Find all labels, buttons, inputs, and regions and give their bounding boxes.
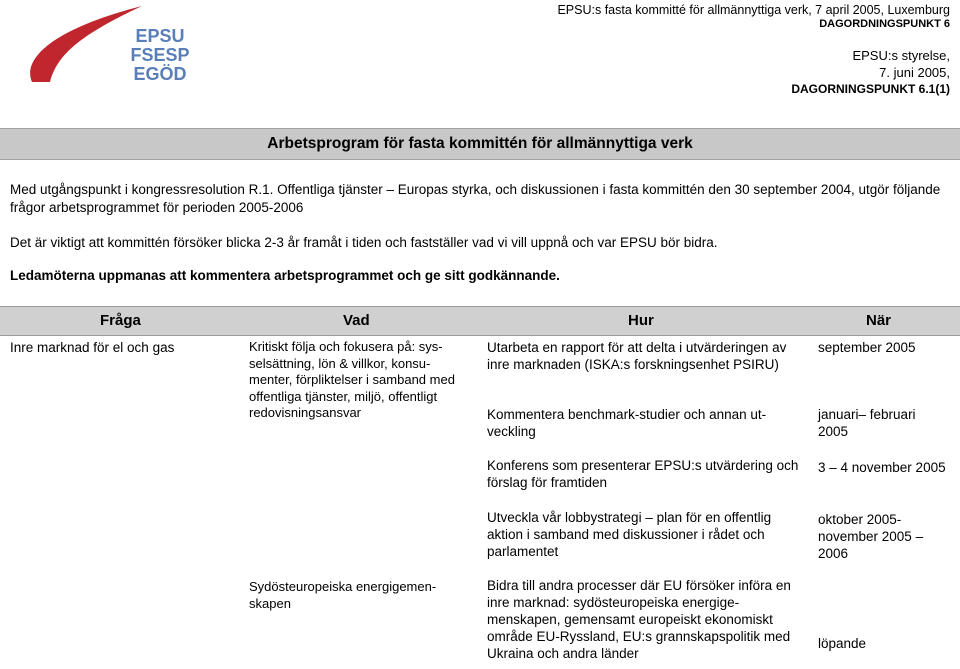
cell-hur-4: Utveckla vår lobbystrategi – plan för en offentlig aktion i samband med diskussioner i rådet och parlamentet bbox=[487, 510, 772, 559]
cell-hur-1: Utarbeta en rapport för att delta i utvärderingen av inre marknaden (ISKA:s forskningsenhet PSIRU) bbox=[487, 340, 787, 372]
header-board-block bbox=[791, 47, 950, 98]
column-header-hur: Hur bbox=[628, 312, 654, 329]
intro-paragraph-2: Det är viktigt att kommittén försöker blicka 2-3 år framåt i tiden och fastställer vad vi vill uppnå och var EPSU bör bidra. bbox=[10, 235, 718, 250]
cell-hur-3: Konferens som presenterar EPSU:s utvärdering och förslag för framtiden bbox=[487, 458, 799, 490]
cell-nar-3: 3 – 4 november 2005 bbox=[818, 460, 946, 475]
cell-nar-5: löpande bbox=[818, 636, 867, 651]
logo-text-egod: EGÖD bbox=[133, 64, 187, 84]
title-bar bbox=[0, 128, 960, 160]
epsu-logo bbox=[12, 4, 212, 94]
logo-swoosh bbox=[30, 6, 142, 82]
cell-nar-4: oktober 2005-november 2005 – 2006 bbox=[818, 512, 924, 561]
intro-paragraph-3: Ledamöterna uppmanas att kommentera arbetsprogrammet och ge sitt godkännande. bbox=[10, 268, 560, 283]
logo-text-fsesp: FSESP bbox=[130, 45, 190, 65]
logo-text-epsu: EPSU bbox=[135, 26, 185, 46]
cell-hur-5: Bidra till andra processer där EU försöker införa en inre marknad: sydösteuropeiska energige-menskapen, gemensamt europeiskt ekonomiskt område EU-Ryssland, EU:s grannskapspolitik med Ukraina och andra länder bbox=[487, 578, 791, 661]
header-date: 7. juni 2005, bbox=[879, 65, 950, 80]
cell-fraga-1: Inre marknad för el och gas bbox=[10, 340, 175, 355]
table-header bbox=[0, 306, 960, 336]
cell-vad-1: Kritiskt följa och fokusera på: sys-selsättning, lön & villkor, konsu-menter, förpliktelser i samband med offentliga tjänster, miljö, offentligt redovisningsansvar bbox=[249, 339, 455, 420]
header-agenda-line: DAGORDNINGSPUNKT 6 bbox=[819, 18, 950, 30]
column-header-vad: Vad bbox=[343, 312, 370, 329]
cell-vad-2: Sydösteuropeiska energigemen-skapen bbox=[249, 579, 437, 611]
cell-hur-2: Kommentera benchmark-studier och annan ut-veckling bbox=[487, 407, 767, 439]
cell-nar-2: januari– februari 2005 bbox=[818, 407, 916, 439]
header-meeting-line: EPSU:s fasta kommitté för allmännyttiga verk, 7 april 2005, Luxemburg bbox=[557, 3, 950, 17]
intro-paragraph-1: Med utgångspunkt i kongressresolution R.1. Offentliga tjänster – Europas styrka, och diskussionen i fasta kommittén den 30 september 2004, utgör följande frågor arbetsprogrammet för perioden 2005-2006 bbox=[10, 182, 941, 215]
column-header-fraga: Fråga bbox=[100, 312, 141, 329]
cell-nar-1: september 2005 bbox=[818, 340, 916, 355]
document-title: Arbetsprogram för fasta kommittén för allmännyttiga verk bbox=[267, 135, 693, 152]
column-header-nar: När bbox=[866, 312, 892, 329]
header-reference: DAGORNINGSPUNKT 6.1(1) bbox=[791, 82, 950, 96]
header-board: EPSU:s styrelse, bbox=[852, 48, 950, 63]
